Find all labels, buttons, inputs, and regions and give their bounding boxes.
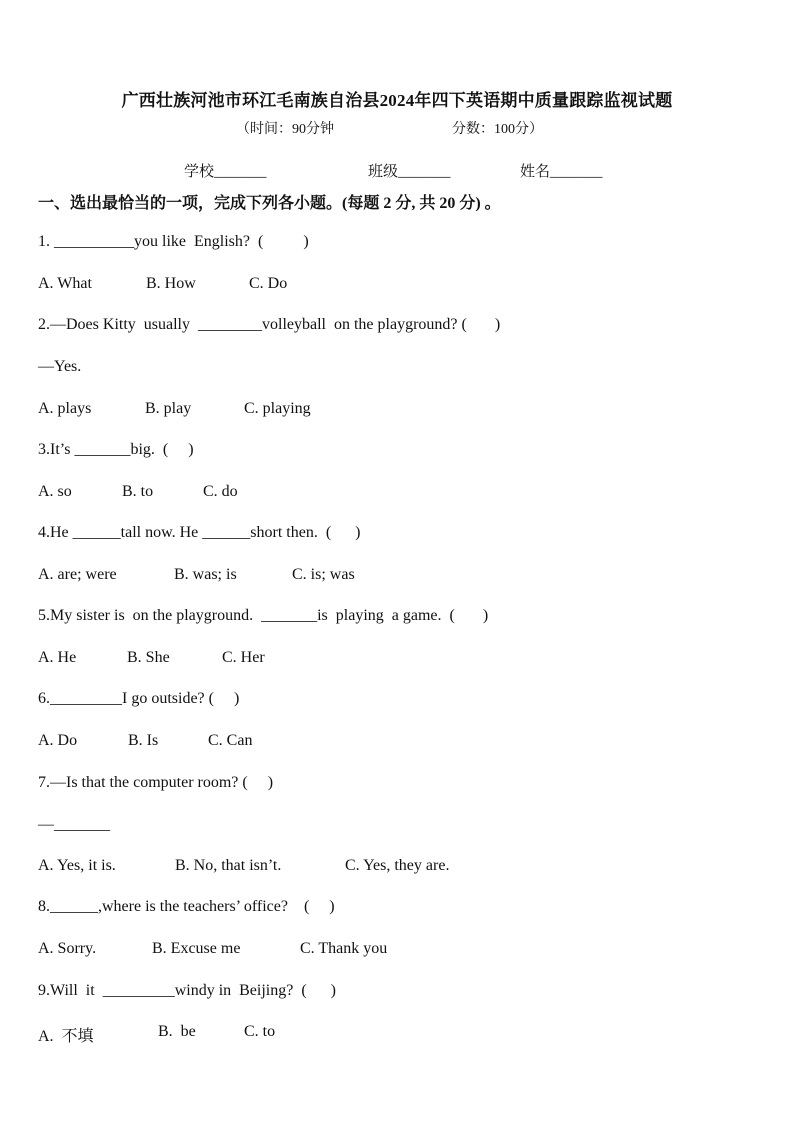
option-c: C. to bbox=[244, 1023, 276, 1040]
option-a: A. 不填 bbox=[38, 1028, 94, 1045]
question-reply: —_______ bbox=[38, 816, 110, 833]
option-b: B. How bbox=[146, 275, 196, 292]
option-a: A. so bbox=[38, 483, 72, 500]
question-stem: 1. __________you like English? ( ) bbox=[38, 233, 309, 250]
option-c: C. Thank you bbox=[300, 940, 388, 957]
option-a: A. plays bbox=[38, 400, 92, 417]
question-stem: 9.Will it _________windy in Beijing? ( ) bbox=[38, 982, 336, 999]
question-stem: 2.—Does Kitty usually ________volleyball on the playground? ( ) bbox=[38, 316, 501, 333]
option-c: C. Her bbox=[222, 649, 265, 666]
option-a: A. Do bbox=[38, 732, 78, 749]
option-a: A. What bbox=[38, 275, 92, 292]
name-field: 姓名_______ bbox=[520, 164, 603, 180]
option-b: B. She bbox=[127, 649, 170, 666]
question-stem: 4.He ______tall now. He ______short then. ( ) bbox=[38, 524, 361, 541]
class-field: 班级_______ bbox=[368, 164, 451, 180]
option-c: C. Do bbox=[249, 275, 288, 292]
question-stem: 5.My sister is on the playground. _______is playing a game. ( ) bbox=[38, 607, 489, 624]
option-b: B. No, that isn’t. bbox=[175, 857, 282, 874]
exam-time: （时间：90分钟 bbox=[236, 122, 334, 137]
option-c: C. playing bbox=[244, 400, 311, 417]
question-stem: 6._________I go outside? ( ) bbox=[38, 690, 240, 707]
option-b: B. to bbox=[122, 483, 154, 500]
option-c: C. do bbox=[203, 483, 238, 500]
question-stem: 3.It’s _______big. ( ) bbox=[38, 441, 194, 458]
exam-score: 分数：100分） bbox=[452, 122, 543, 137]
option-b: B. Excuse me bbox=[152, 940, 241, 957]
question-reply: —Yes. bbox=[38, 358, 82, 375]
option-b: B. Is bbox=[128, 732, 159, 749]
option-a: A. He bbox=[38, 649, 77, 666]
option-a: A. Sorry. bbox=[38, 940, 97, 957]
school-field: 学校_______ bbox=[184, 164, 267, 180]
exam-title: 广西壮族河池市环江毛南族自治县2024年四下英语期中质量跟踪监视试题 bbox=[121, 91, 673, 110]
question-stem: 7.—Is that the computer room? ( ) bbox=[38, 774, 274, 791]
question-stem: 8.______,where is the teachers’ office? ( ) bbox=[38, 898, 335, 915]
option-b: B. was; is bbox=[174, 566, 237, 583]
option-b: B. be bbox=[158, 1023, 196, 1040]
section-heading: 一、选出最恰当的一项，完成下列各小题。(每题 2 分, 共 20 分) 。 bbox=[38, 195, 501, 212]
option-c: C. Can bbox=[208, 732, 253, 749]
option-c: C. Yes, they are. bbox=[345, 857, 450, 874]
option-b: B. play bbox=[145, 400, 192, 417]
option-a: A. Yes, it is. bbox=[38, 857, 116, 874]
option-c: C. is; was bbox=[292, 566, 355, 583]
option-a: A. are; were bbox=[38, 566, 117, 583]
